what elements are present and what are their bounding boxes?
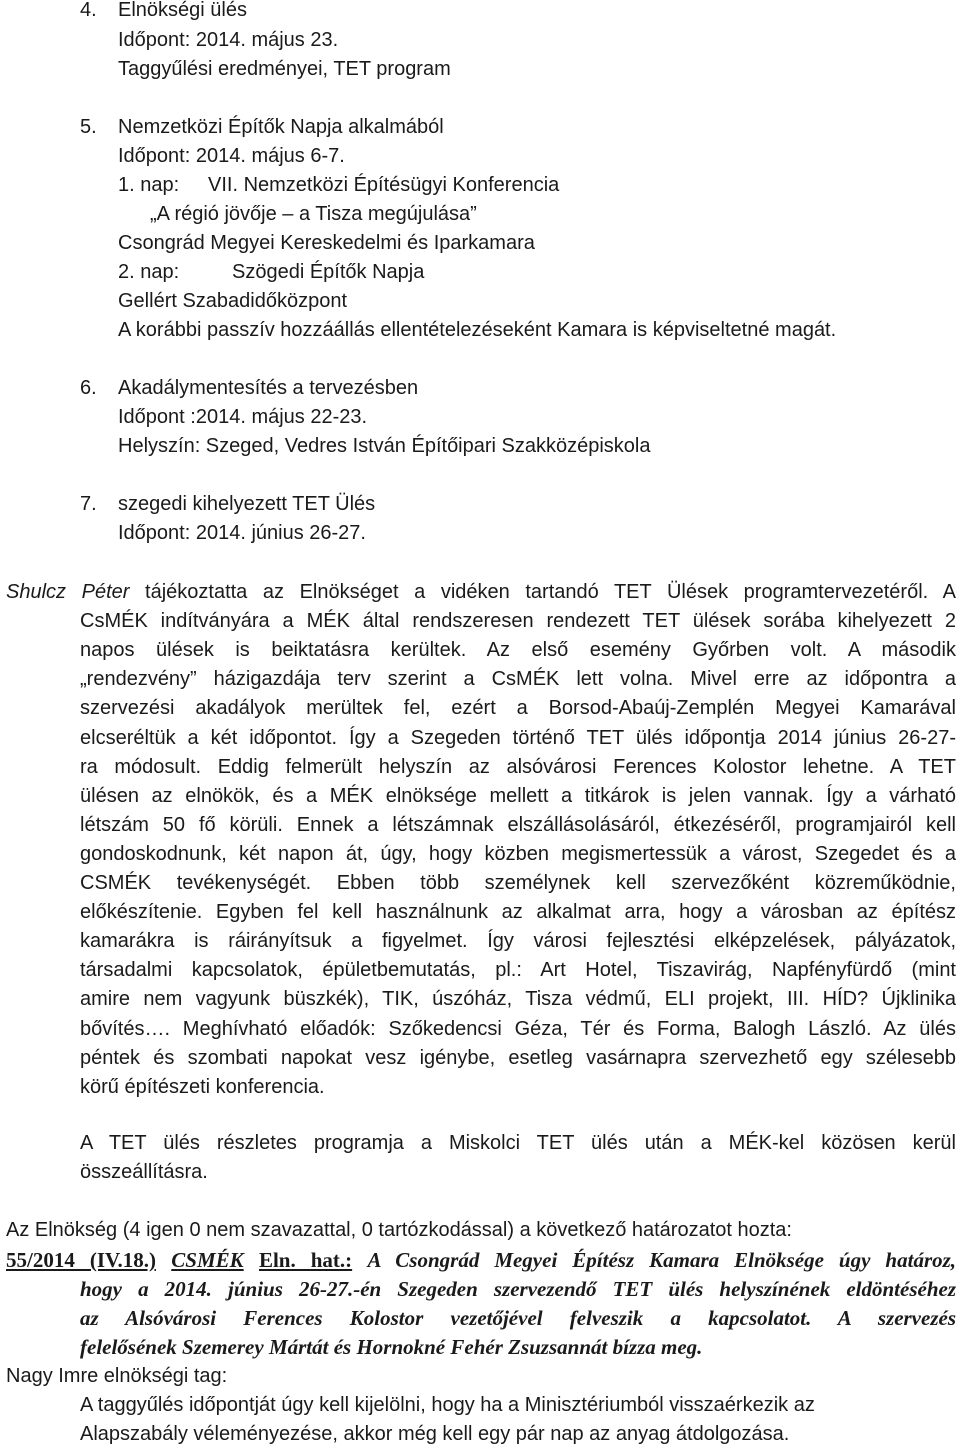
member-line-1: A taggyűlés időpontját úgy kell kijelölni, hogy ha a Minisztériumból visszaérkezik az <box>80 1394 815 1416</box>
item-4-desc: Taggyűlési eredményei, TET program <box>118 58 451 80</box>
report-line: CSMÉK tevékenységét. Ebben több személynek kell szervezőként közreműködnie, <box>80 872 956 894</box>
item-7-number: 7. <box>80 493 97 515</box>
item-5-day2-venue: Gellért Szabadidőközpont <box>118 290 348 312</box>
item-5-day1-label: 1. nap: <box>118 174 180 196</box>
report-line: CsMÉK indítványára a MÉK által rendszeresen rendezett TET ülések sorába kihelyezett 2 <box>80 610 956 633</box>
decision-ref-number: 55/2014 (IV.18.) <box>6 1248 156 1272</box>
report-line: létszám 50 fő körüli. Ennek a létszámnak elszállásolásáról, étkezéséről, programjairól kell <box>80 813 956 836</box>
item-5-day2-title: Szögedi Építők Napja <box>232 261 425 283</box>
report-line: szervezési akadályok merültek fel, ezért a Borsod-Abaúj-Zemplén Megyei Kamarával <box>80 697 956 720</box>
report-line: napos ülések is beiktatásra kerültek. Az első esemény Győrben volt. A második <box>80 639 956 662</box>
member-label: Nagy Imre elnökségi tag: <box>6 1365 228 1387</box>
report-para2-line-1: A TET ülés részletes programja a Miskolci TET ülés után a MÉK-kel közösen kerül <box>80 1132 956 1154</box>
report-line: elcseréltük a két időpontot. Így a Szegeden történő TET ülés időpontja 2014 június 26-27- <box>80 726 956 749</box>
decision-line-3: az Alsóvárosi Ferences Kolostor vezetőjével felveszik a kapcsolatot. A szervezés <box>80 1306 956 1330</box>
report-line: előkészítenie. Egyben fel kell használnunk az alkalmat arra, hogy a városban az építész <box>80 901 956 924</box>
report-line: társadalmi kapcsolatok, épületbemutatás, pl.: Art Hotel, Tiszavirág, Napfényfürdő (mint <box>80 959 956 982</box>
decision-intro: Az Elnökség (4 igen 0 nem szavazattal, 0 tartózkodással) a következő határozatot hozta: <box>6 1219 792 1241</box>
item-5-day2-label: 2. nap: <box>118 261 180 283</box>
report-line: gondoskodnunk, két napon át, úgy, hogy közben megismertessük a várost, Szegedet és a <box>80 842 956 865</box>
report-line: kamarákra is ráirányítsuk a figyelmet. Így városi fejlesztési elképzelések, pályázatok, <box>80 930 956 953</box>
report-line-first <box>6 578 956 607</box>
decision-text-1: A Csongrád Megyei Építész Kamara Elnöksége úgy határoz, <box>367 1248 957 1272</box>
item-5-day2-note: A korábbi passzív hozzáállás ellentételezéseként Kamara is képviseltetné magát. <box>118 319 837 341</box>
reporter-name: Shulcz Péter <box>6 581 130 603</box>
member-line-2: Alapszabály véleményezése, akkor még kell egy pár nap az anyag átdolgozása. <box>80 1423 790 1445</box>
item-6-number: 6. <box>80 377 97 399</box>
report-line: bővítés…. Meghívható előadók: Szőkedencsi Géza, Tér és Forma, Balogh László. Az ülés <box>80 1017 956 1040</box>
report-para2-line-2: összeállításra. <box>80 1161 208 1183</box>
item-4-number: 4. <box>80 0 97 21</box>
item-7-time: Időpont: 2014. június 26-27. <box>118 522 366 544</box>
item-6-place: Helyszín: Szeged, Vedres István Építőipari Szakközépiskola <box>118 435 651 457</box>
item-5-day1-venue: Csongrád Megyei Kereskedelmi és Iparkamara <box>118 232 535 254</box>
report-line: „rendezvény” házigazdája terv szerint a CsMÉK lett volna. Mivel erre az időpontra a <box>80 668 956 691</box>
decision-line-4: felelősének Szemerey Mártát és Hornokné Fehér Zsuzsannát bízza meg. <box>80 1335 703 1359</box>
report-line-0: tájékoztatta az Elnökséget a vidéken tartandó TET Ülések programtervezetéről. A <box>145 581 957 603</box>
report-line: ülésen az elnökök, és a MÉK elnöksége mellett a titkárok is jelen vannak. Így a várható <box>80 784 956 807</box>
report-line: amire nem vagyunk büszkék), TIK, úszóház, Tisza védmű, ELI projekt, III. HÍD? Újklinika <box>80 988 956 1011</box>
report-line: ra módosult. Eddig felmerült helyszín az alsóvárosi Ferences Kolostor lehetne. A TET <box>80 755 956 778</box>
decision-line-2: hogy a 2014. június 26-27.-én Szegeden szervezendő TET ülés helyszínének eldöntéséhez <box>80 1277 956 1301</box>
item-4-time: Időpont: 2014. május 23. <box>118 29 339 51</box>
decision-line-1 <box>6 1246 956 1276</box>
item-5-day1-title: VII. Nemzetközi Építésügyi Konferencia <box>208 174 560 196</box>
item-4-title: Elnökségi ülés <box>118 0 247 21</box>
item-6-title: Akadálymentesítés a tervezésben <box>118 377 419 399</box>
decision-ref-hat: Eln. hat.: <box>258 1248 353 1272</box>
item-5-title: Nemzetközi Építők Napja alkalmából <box>118 116 444 138</box>
report-line: körű építészeti konferencia. <box>80 1075 325 1098</box>
decision-ref-org: CSMÉK <box>171 1248 244 1272</box>
item-5-number: 5. <box>80 116 97 138</box>
report-line: péntek és szombati napokat vesz igénybe, esetleg vasárnapra szervezhető egy szélesebb <box>80 1046 956 1069</box>
item-7-title: szegedi kihelyezett TET Ülés <box>118 493 376 515</box>
item-5-time: Időpont: 2014. május 6-7. <box>118 145 345 167</box>
item-6-time: Időpont :2014. május 22-23. <box>118 406 368 428</box>
item-5-day1-subtitle: „A régió jövője – a Tisza megújulása” <box>150 203 477 225</box>
